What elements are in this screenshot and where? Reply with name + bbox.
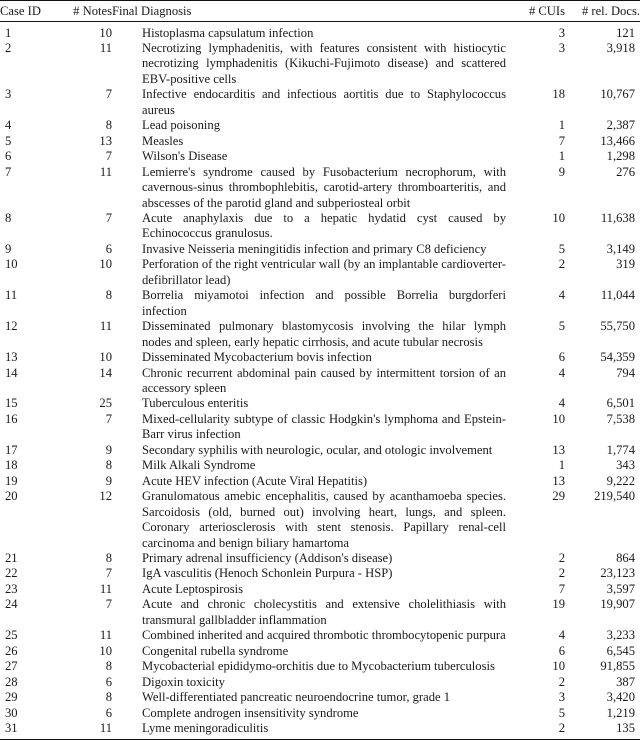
cell-case-id: 17 — [5, 442, 18, 457]
cell-num-cuis: 9 — [558, 164, 565, 179]
table-header — [0, 1, 640, 22]
table-row — [0, 242, 640, 257]
cell-num-cuis: 4 — [558, 628, 565, 643]
cell-diagnosis: Necrotizing lymphadenitis, with features consistent with histiocytic necrotizing lymphadenitis (Kikuchi-Fujimoto disease) and scattered EBV-positive cells — [142, 41, 506, 86]
cell-diagnosis: IgA vasculitis (Henoch Schonlein Purpura - HSP) — [142, 566, 393, 581]
cell-num-cuis: 2 — [558, 674, 565, 689]
cell-case-id: 22 — [5, 566, 18, 581]
cell-num-cuis: 1 — [558, 458, 565, 473]
cell-num-docs: 13,466 — [600, 133, 635, 148]
cell-case-id: 13 — [5, 350, 18, 365]
cell-num-docs: 1,298 — [606, 149, 635, 164]
cell-num-cuis: 5 — [558, 241, 565, 256]
cell-num-notes: 7 — [105, 411, 112, 426]
cell-case-id: 20 — [5, 489, 18, 504]
table-row — [0, 690, 640, 705]
cell-num-notes: 7 — [105, 566, 112, 581]
table-row — [0, 597, 640, 628]
cell-num-notes: 25 — [99, 396, 112, 411]
table-row — [0, 41, 640, 87]
cell-diagnosis: Borrelia miyamotoi infection and possible Borrelia burgdorferi infection — [142, 288, 506, 318]
column-header-row — [0, 1, 640, 22]
table-row — [0, 644, 640, 659]
cell-case-id: 28 — [5, 674, 18, 689]
column-header-case-id: Case ID — [0, 1, 70, 22]
cell-num-docs: 794 — [616, 365, 635, 380]
table-row — [0, 706, 640, 721]
cell-num-notes: 7 — [105, 87, 112, 102]
cell-case-id: 26 — [5, 643, 18, 658]
cell-num-cuis: 3 — [558, 25, 565, 40]
cell-num-notes: 11 — [99, 164, 112, 179]
cell-diagnosis: Acute and chronic cholecystitis and extensive cholelithiasis with transmural gallbladder inflammation — [142, 597, 506, 627]
column-header-num-notes: # Notes — [70, 1, 112, 22]
cell-num-notes: 7 — [105, 597, 112, 612]
table-row — [0, 211, 640, 242]
cell-diagnosis: Chronic recurrent abdominal pain caused by intermittent torsion of an accessory spleen — [142, 365, 506, 395]
cell-num-notes: 8 — [105, 550, 112, 565]
cell-case-id: 6 — [5, 149, 12, 164]
cell-case-id: 29 — [5, 690, 18, 705]
cell-num-cuis: 29 — [552, 489, 565, 504]
table-row — [0, 257, 640, 288]
table-row — [0, 134, 640, 149]
cell-num-cuis: 2 — [558, 550, 565, 565]
cell-num-notes: 11 — [99, 41, 112, 56]
cell-num-cuis: 6 — [558, 350, 565, 365]
cell-num-docs: 319 — [616, 257, 635, 272]
cell-case-id: 30 — [5, 705, 18, 720]
cell-diagnosis: Disseminated pulmonary blastomycosis involving the hilar lymph nodes and spleen, early hepatic cirrhosis, and acute tubular necrosis — [142, 319, 506, 349]
table-row — [0, 366, 640, 397]
table-row — [0, 118, 640, 133]
cell-num-docs: 11,044 — [600, 288, 635, 303]
cell-diagnosis: Primary adrenal insufficiency (Addison's disease) — [142, 550, 393, 565]
cell-num-docs: 55,750 — [600, 319, 635, 334]
cell-case-id: 4 — [5, 118, 12, 133]
cell-num-cuis: 19 — [552, 597, 565, 612]
cell-diagnosis: Infective endocarditis and infectious aortitis due to Staphylococcus aureus — [142, 87, 506, 117]
cell-num-notes: 8 — [105, 659, 112, 674]
cell-case-id: 11 — [5, 288, 18, 303]
cell-num-notes: 10 — [99, 350, 112, 365]
table-row — [0, 412, 640, 443]
cell-diagnosis: Milk Alkali Syndrome — [142, 458, 256, 473]
table-row — [0, 443, 640, 458]
table-row — [0, 721, 640, 739]
cell-diagnosis: Congenital rubella syndrome — [142, 643, 289, 658]
cell-num-notes: 7 — [105, 211, 112, 226]
cell-case-id: 16 — [5, 411, 18, 426]
cell-diagnosis: Histoplasma capsulatum infection — [142, 25, 314, 40]
cell-case-id: 21 — [5, 550, 18, 565]
cell-diagnosis: Lemierre's syndrome caused by Fusobacterium necrophorum, with cavernous-sinus thrombophlebitis, carotid-artery thromboarteritis, and abscesses of the parotid gland and subperiosteal orbit — [142, 164, 506, 210]
cell-case-id: 18 — [5, 458, 18, 473]
cell-num-cuis: 6 — [558, 643, 565, 658]
cell-diagnosis: Secondary syphilis with neurologic, ocular, and otologic involvement — [142, 442, 493, 457]
cell-diagnosis: Invasive Neisseria meningitidis infection and primary C8 deficiency — [142, 241, 487, 256]
cell-diagnosis: Granulomatous amebic encephalitis, caused by acanthamoeba species. Sarcoidosis (old, burned out) involving heart, lungs, and spleen. Coronary arteriosclerosis with stent stenosis. Papillary renal-cell carcinoma and benign biliary hamartoma — [142, 489, 506, 550]
cell-num-cuis: 13 — [552, 442, 565, 457]
cell-num-cuis: 7 — [558, 581, 565, 596]
cell-num-notes: 8 — [105, 458, 112, 473]
cell-case-id: 1 — [5, 25, 12, 40]
cell-num-docs: 9,222 — [606, 473, 635, 488]
cell-num-notes: 7 — [105, 149, 112, 164]
cell-num-cuis: 4 — [558, 288, 565, 303]
cell-num-docs: 7,538 — [606, 411, 635, 426]
cell-num-docs: 1,219 — [606, 705, 635, 720]
cell-num-notes: 10 — [99, 643, 112, 658]
cell-num-docs: 135 — [565, 721, 640, 739]
cell-num-cuis: 2 — [516, 721, 565, 739]
cell-case-id: 15 — [5, 396, 18, 411]
cell-case-id: 5 — [5, 133, 12, 148]
cell-num-docs: 91,855 — [600, 659, 635, 674]
cell-num-cuis: 1 — [558, 149, 565, 164]
table-row — [0, 474, 640, 489]
cell-case-id: 19 — [5, 473, 18, 488]
cell-num-notes: 8 — [105, 690, 112, 705]
cell-diagnosis: Tuberculous enteritis — [142, 396, 249, 411]
cell-num-notes: 10 — [99, 25, 112, 40]
cell-num-docs: 3,233 — [606, 628, 635, 643]
cell-num-notes: 6 — [105, 705, 112, 720]
cell-num-notes: 6 — [105, 241, 112, 256]
cell-num-docs: 276 — [616, 164, 635, 179]
cell-num-docs: 6,501 — [606, 396, 635, 411]
cell-num-cuis: 10 — [552, 659, 565, 674]
cell-num-docs: 19,907 — [600, 597, 635, 612]
cell-case-id: 2 — [5, 41, 12, 56]
table-row — [0, 396, 640, 411]
table-row — [0, 165, 640, 211]
column-header-num-cuis: # CUIs — [516, 1, 565, 22]
cell-num-notes: 11 — [99, 319, 112, 334]
cell-num-docs: 121 — [616, 25, 635, 40]
cell-case-id: 3 — [5, 87, 12, 102]
cell-num-docs: 3,918 — [606, 41, 635, 56]
cell-diagnosis: Acute HEV infection (Acute Viral Hepatitis) — [142, 473, 368, 488]
cell-num-cuis: 5 — [558, 705, 565, 720]
cell-num-docs: 3,149 — [606, 241, 635, 256]
cell-case-id: 23 — [5, 581, 18, 596]
cell-case-id: 25 — [5, 628, 18, 643]
cell-num-notes: 12 — [99, 489, 112, 504]
cell-num-notes: 14 — [99, 365, 112, 380]
table-body — [0, 22, 640, 739]
cell-num-docs: 23,123 — [600, 566, 635, 581]
table-row — [0, 149, 640, 164]
cell-num-cuis: 2 — [558, 566, 565, 581]
cell-diagnosis: Well-differentiated pancreatic neuroendocrine tumor, grade 1 — [142, 690, 451, 705]
cell-num-notes: 11 — [99, 581, 112, 596]
cell-num-cuis: 18 — [552, 87, 565, 102]
cell-case-id: 14 — [5, 365, 18, 380]
cell-case-id: 7 — [5, 164, 12, 179]
cell-num-docs: 3,420 — [606, 690, 635, 705]
cell-num-cuis: 3 — [558, 41, 565, 56]
cell-num-docs: 54,359 — [600, 350, 635, 365]
cell-diagnosis: Mycobacterial epididymo-orchitis due to Mycobacterium tuberculosis — [142, 659, 495, 674]
cell-diagnosis: Combined inherited and acquired thrombotic thrombocytopenic purpura — [142, 628, 506, 643]
cell-diagnosis: Complete androgen insensitivity syndrome — [142, 705, 359, 720]
table-row — [0, 350, 640, 365]
cell-num-docs: 387 — [616, 674, 635, 689]
cell-case-id: 12 — [5, 319, 18, 334]
cell-num-cuis: 13 — [552, 473, 565, 488]
cell-num-notes: 11 — [70, 721, 112, 739]
column-header-num-docs: # rel. Docs. — [565, 1, 640, 22]
cell-case-id: 31 — [0, 721, 70, 739]
cell-num-docs: 2,387 — [606, 118, 635, 133]
cell-num-cuis: 5 — [558, 319, 565, 334]
cell-diagnosis: Measles — [142, 133, 184, 148]
cell-diagnosis: Acute Leptospirosis — [142, 581, 244, 596]
table-row — [0, 628, 640, 643]
table-row — [0, 22, 640, 41]
cell-num-notes: 8 — [105, 118, 112, 133]
table-row — [0, 675, 640, 690]
cell-num-docs: 10,767 — [600, 87, 635, 102]
cell-num-docs: 864 — [616, 550, 635, 565]
cell-diagnosis: Lyme meningoradiculitis — [112, 721, 516, 739]
cell-diagnosis: Perforation of the right ventricular wall (by an implantable cardioverter-defibrillator lead) — [142, 257, 506, 287]
table-row — [0, 582, 640, 597]
cell-num-docs: 1,774 — [606, 442, 635, 457]
cell-num-notes: 9 — [105, 473, 112, 488]
cell-diagnosis: Disseminated Mycobacterium bovis infection — [142, 350, 372, 365]
cell-num-cuis: 1 — [558, 118, 565, 133]
column-header-diagnosis: Final Diagnosis — [112, 1, 516, 22]
cell-num-notes: 9 — [105, 442, 112, 457]
table-row — [0, 87, 640, 118]
cell-case-id: 27 — [5, 659, 18, 674]
cell-num-cuis: 10 — [552, 411, 565, 426]
table-row — [0, 659, 640, 674]
cell-num-docs: 11,638 — [600, 211, 635, 226]
cell-num-notes: 10 — [99, 257, 112, 272]
cell-case-id: 8 — [5, 211, 12, 226]
cell-num-docs: 3,597 — [606, 581, 635, 596]
table-row — [0, 566, 640, 581]
cell-num-docs: 6,545 — [606, 643, 635, 658]
cell-num-cuis: 10 — [552, 211, 565, 226]
cell-diagnosis: Acute anaphylaxis due to a hepatic hydatid cyst caused by Echinococcus granulosus. — [142, 211, 506, 241]
cell-num-cuis: 4 — [558, 396, 565, 411]
cell-case-id: 24 — [5, 597, 18, 612]
cell-num-notes: 11 — [99, 628, 112, 643]
cell-diagnosis: Digoxin toxicity — [142, 674, 225, 689]
cell-diagnosis: Mixed-cellularity subtype of classic Hodgkin's lymphoma and Epstein-Barr virus infection — [142, 411, 506, 442]
cell-diagnosis: Wilson's Disease — [142, 149, 228, 164]
cell-num-notes: 13 — [99, 133, 112, 148]
cell-diagnosis: Lead poisoning — [142, 118, 220, 133]
table-row — [0, 551, 640, 566]
cell-num-cuis: 2 — [558, 257, 565, 272]
cell-case-id: 9 — [5, 241, 12, 256]
cell-num-cuis: 3 — [558, 690, 565, 705]
table-row — [0, 489, 640, 551]
table-row — [0, 288, 640, 319]
cell-num-cuis: 7 — [558, 133, 565, 148]
cell-num-notes: 6 — [105, 674, 112, 689]
cell-case-id: 10 — [5, 257, 18, 272]
table-row — [0, 458, 640, 473]
cell-num-docs: 343 — [616, 458, 635, 473]
cell-num-notes: 8 — [105, 288, 112, 303]
cell-num-docs: 219,540 — [594, 489, 635, 504]
cell-num-cuis: 4 — [558, 365, 565, 380]
table-row — [0, 319, 640, 350]
